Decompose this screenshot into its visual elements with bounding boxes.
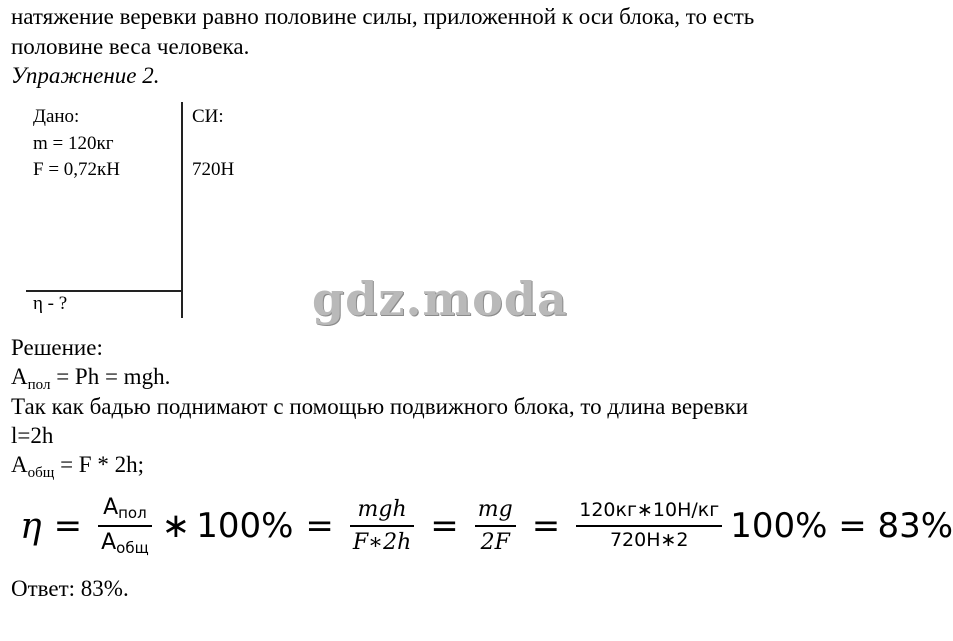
- equals-sign-4: =: [531, 506, 561, 546]
- formula-result: 100% = 83%: [730, 506, 953, 546]
- numerator-a-sub: пол: [118, 503, 147, 522]
- given-header: Дано:: [33, 106, 80, 127]
- solution-text-line-2: l=2h: [11, 423, 54, 448]
- useful-work-expr: = Ph = mgh.: [50, 364, 171, 389]
- fraction-bar: [350, 525, 414, 527]
- fraction-bar: [475, 525, 516, 527]
- useful-work-symbol: A: [11, 364, 28, 389]
- si-header: СИ:: [192, 106, 224, 127]
- useful-work-line: [11, 364, 170, 394]
- given-mass: m = 120кг: [33, 133, 114, 154]
- fraction-mgh-denominator: F∗2h: [352, 530, 412, 555]
- fraction-mg-numerator: mg: [477, 496, 513, 522]
- fraction-bar: [98, 525, 152, 527]
- fraction-work-ratio: [98, 495, 152, 558]
- si-force: 720Н: [192, 159, 235, 180]
- total-work-line: [11, 452, 144, 482]
- eta-symbol: η: [20, 505, 42, 547]
- solution-header: Решение:: [11, 335, 103, 360]
- equals-sign-1: =: [53, 506, 83, 546]
- solution-text-line-1: Так как бадью поднимают с помощью подвижного блока, то длина веревки: [11, 394, 749, 419]
- fraction-work-ratio-denominator: [98, 530, 152, 557]
- fraction-numeric: [576, 500, 722, 552]
- fraction-work-ratio-numerator: [100, 495, 150, 522]
- numerator-a-symbol: A: [103, 494, 119, 520]
- denominator-a-sub: общ: [116, 539, 149, 557]
- efficiency-formula: [20, 486, 953, 566]
- useful-work-sub: пол: [27, 377, 51, 393]
- watermark: gdz.moda: [312, 272, 568, 326]
- answer: Ответ: 83%.: [11, 576, 129, 601]
- table-vertical-divider: [181, 102, 183, 318]
- fraction-bar: [576, 525, 722, 527]
- fraction-mgh: [350, 497, 414, 556]
- fraction-numeric-numerator: 120кг∗10Н/кг: [579, 499, 720, 522]
- equals-sign-2: =: [305, 506, 334, 546]
- multiply-sign: ∗: [161, 506, 191, 546]
- table-horizontal-divider: [26, 290, 183, 292]
- given-find: η - ?: [33, 293, 68, 314]
- total-work-sub: общ: [27, 465, 55, 481]
- intro-line-2: половине веса человека.: [11, 34, 250, 59]
- hundred-percent: 100%: [196, 506, 294, 546]
- total-work-symbol: A: [11, 452, 28, 477]
- fraction-mg-denominator: 2F: [480, 530, 510, 555]
- intro-line-1: натяжение веревки равно половине силы, приложенной к оси блока, то есть: [11, 4, 755, 29]
- fraction-mg: [475, 497, 516, 556]
- exercise-title: Упражнение 2.: [11, 63, 160, 88]
- fraction-numeric-denominator: 720Н∗2: [609, 529, 689, 551]
- given-force: F = 0,72кН: [33, 159, 120, 180]
- equals-sign-3: =: [430, 506, 459, 546]
- total-work-expr: = F * 2h;: [54, 452, 144, 477]
- denominator-a-symbol: A: [101, 530, 117, 555]
- fraction-mgh-numerator: mgh: [357, 496, 407, 522]
